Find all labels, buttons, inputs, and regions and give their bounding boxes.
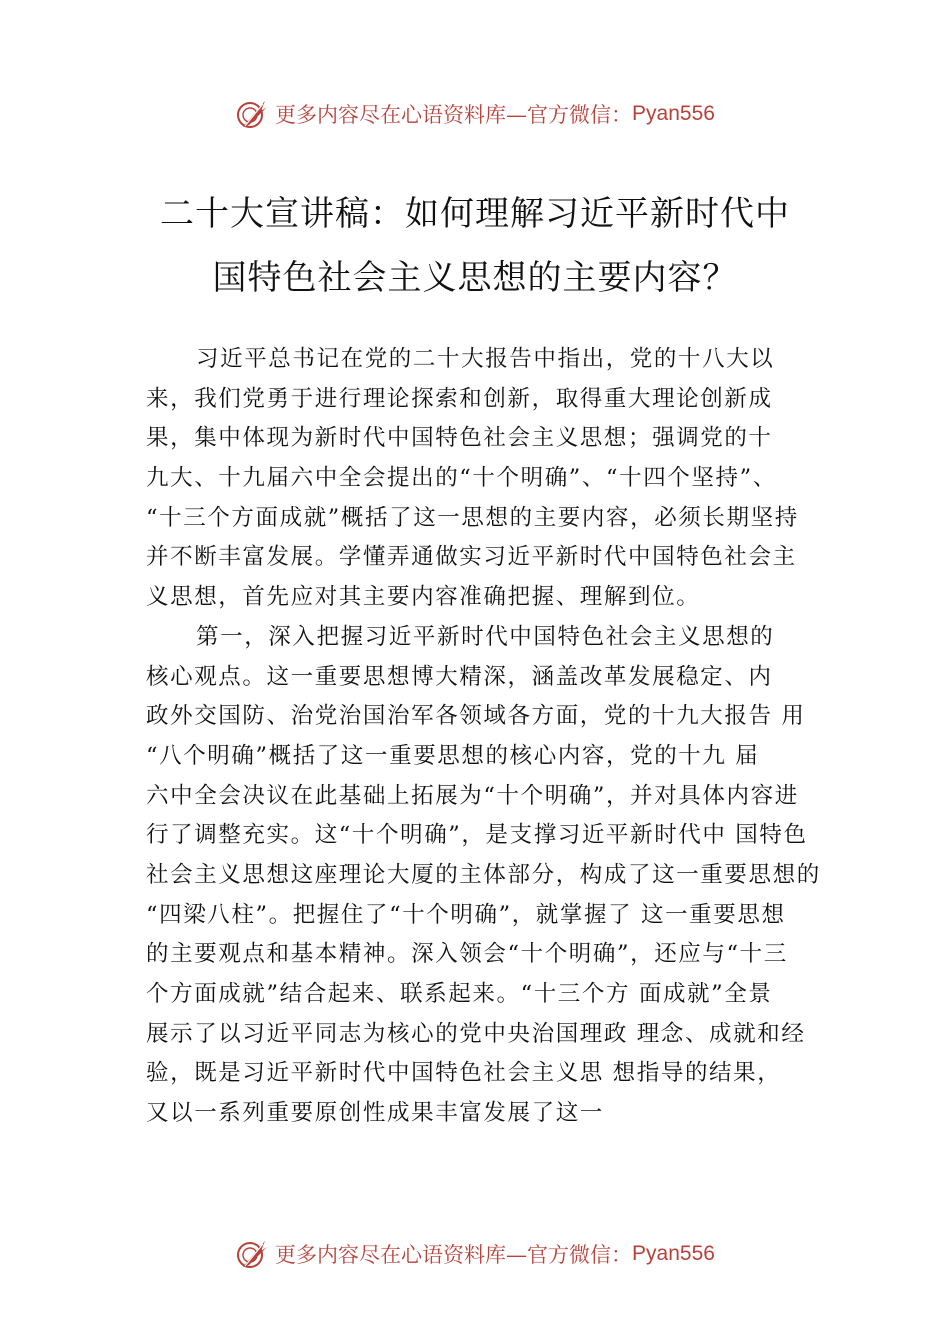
quill-pen-logo-icon <box>235 97 269 131</box>
title-line: 国特色社会主义思想的主要内容？ <box>212 258 738 298</box>
watermark-text: 更多内容尽在心语资料库—官方微信： <box>275 1243 633 1267</box>
body-line: “八个明确”概括了这一重要思想的核心内容，党的十九 届 <box>146 742 760 769</box>
body-line: 果，集中体现为新时代中国特色社会主义思想；强调党的十 <box>146 425 773 452</box>
body-line: 行了调整充实。这“十个明确”，是支撑习近平新时代中 国特色 <box>146 822 808 849</box>
watermark-wechat-id: Pyan556 <box>632 102 715 125</box>
body-line: 义思想，首先应对其主要内容准确把握、理解到位。 <box>146 584 701 611</box>
footer-watermark <box>0 1234 950 1274</box>
watermark-wechat-id: Pyan556 <box>632 1242 715 1265</box>
body-line: 社会主义思想这座理论大厦的主体部分，构成了这一重要思想的 <box>146 861 821 888</box>
title-line: 二十大宣讲稿：如何理解习近平新时代中 <box>160 194 790 234</box>
body-line: 九大、十九届六中全会提出的“十个明确”、“十四个坚持”、 <box>146 465 777 492</box>
body-line: “十三个方面成就”概括了这一思想的主要内容，必须长期坚持 <box>146 504 799 531</box>
body-line: 的主要观点和基本精神。深入领会“十个明确”，还应与“十三 <box>146 941 788 968</box>
body-line: “四梁八柱”。把握住了“十个明确”，就掌握了 这一重要思想 <box>146 901 786 928</box>
document-title <box>120 182 830 310</box>
body-line: 第一，深入把握习近平新时代中国特色社会主义思想的 <box>196 623 775 650</box>
body-line: 习近平总书记在党的二十大报告中指出，党的十八大以 <box>196 346 775 372</box>
body-line: 来，我们党勇于进行理论探索和创新，取得重大理论创新成 <box>146 385 773 412</box>
body-line: 又以一系列重要原创性成果丰富发展了这一 <box>146 1100 604 1127</box>
body-line: 并不断丰富发展。学懂弄通做实习近平新时代中国特色社会主 <box>146 544 797 571</box>
header-watermark <box>0 94 950 134</box>
quill-pen-logo-icon <box>235 1237 269 1271</box>
body-line: 政外交国防、治党治国治军各领域各方面，党的十九大报告 用 <box>146 703 806 730</box>
body-line: 个方面成就”结合起来、联系起来。“十三个方 面成就”全景 <box>146 981 773 1007</box>
body-line: 验，既是习近平新时代中国特色社会主义思 想指导的结果， <box>146 1060 782 1087</box>
body-line: 核心观点。这一重要思想博大精深，涵盖改革发展稳定、内 <box>146 663 773 690</box>
document-body <box>146 340 836 1134</box>
watermark-text: 更多内容尽在心语资料库—官方微信： <box>275 103 633 127</box>
body-line: 六中全会决议在此基础上拓展为“十个明确”，并对具体内容进 <box>146 782 799 809</box>
body-line: 展示了以习近平同志为核心的党中央治国理政 理念、成就和经 <box>146 1020 806 1047</box>
